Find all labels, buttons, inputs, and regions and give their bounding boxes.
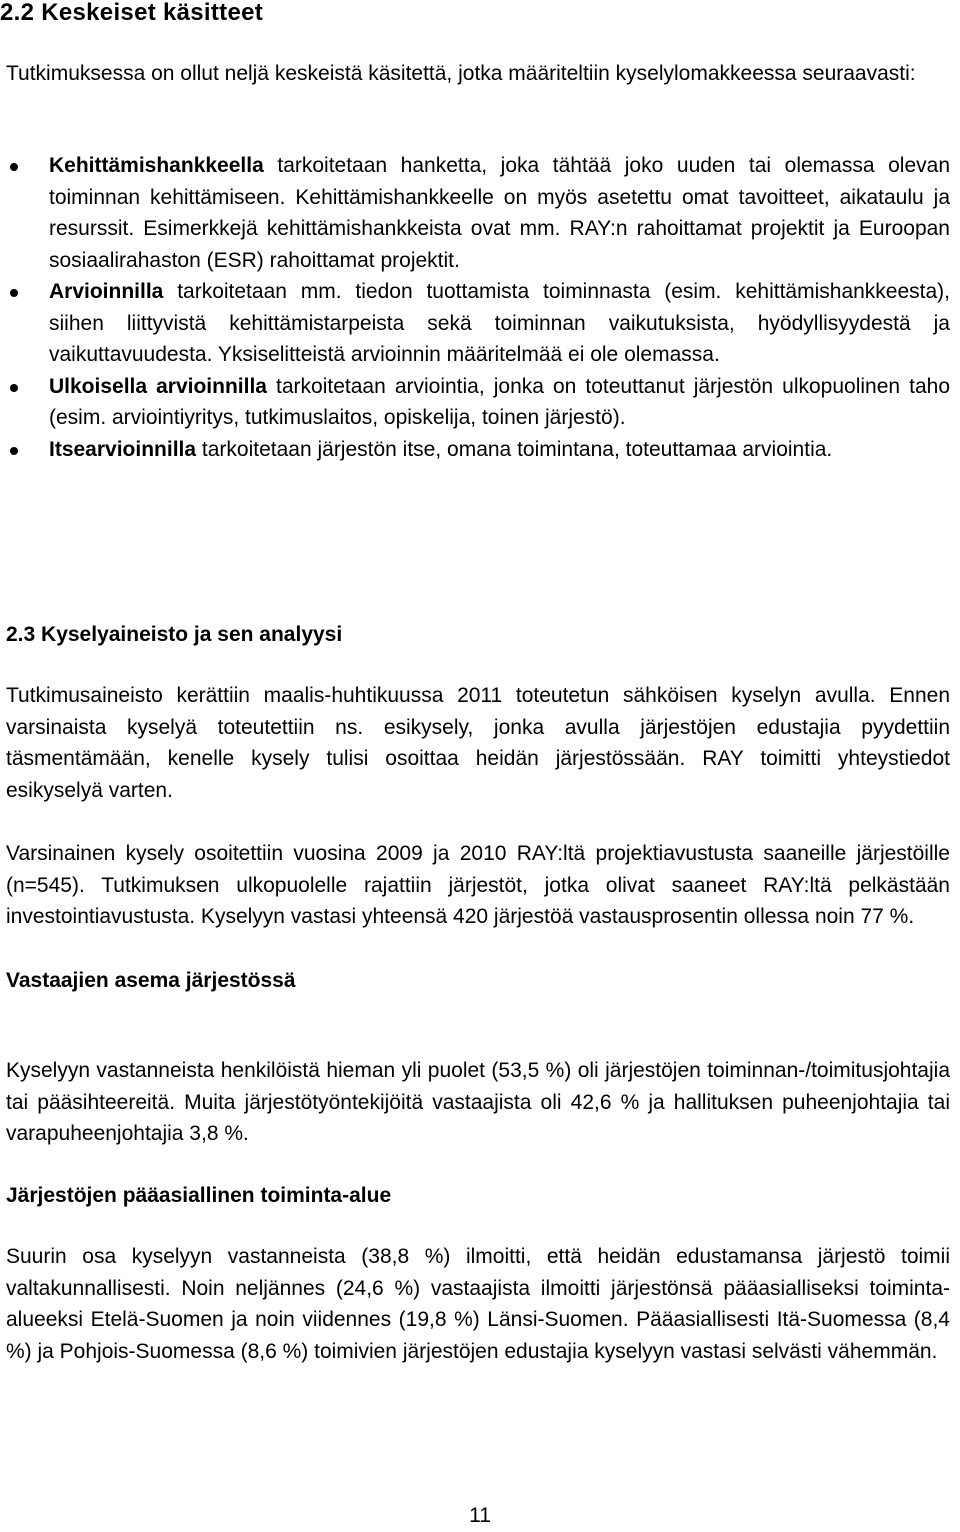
respondents-paragraph: Kyselyyn vastanneista henkilöistä hieman yli puolet (53,5 %) oli järjestöjen toiminnan-/toimitusjohtajia tai pääsihteereitä. Muita järjestötyöntekijöitä vastaajista oli 42,6 % ja hallituksen puheenjohtajia tai varapuheenjohtajia 3,8 %. [6,1059,950,1145]
definition-term: Kehittämishankkeella [49,154,264,177]
bullet-icon [10,384,18,392]
bullet-icon [10,289,18,297]
bullet-icon [10,163,18,171]
definition-term: Itsearvioinnilla [49,437,197,461]
definition-text: tarkoitetaan hanketta, joka tähtää joko uuden tai olemassa olevan toiminnan kehittämiseen. Kehittämishankkeelle on myös asetettu omat tavoitteet, aikataulu ja resurssit. Esimerkkejä kehittämishankkeista ovat mm. RAY:n rahoittamat projektit ja Euroopan sosiaalirahaston (ESR) rahoittamat projektit. [49,154,950,272]
definitions-list [6,150,950,465]
definition-term: Arvioinnilla [49,280,164,303]
definition-text: tarkoitetaan mm. tiedon tuottamista toiminnasta (esim. kehittämishankkeesta), siihen liittyvistä kehittämistarpeista sekä toiminnan vaikutuksista, hyödyllisyydestä ja vaikuttavuudesta. Yksiselitteistä arvioinnin määritelmää ei ole olemassa. [49,280,950,366]
bullet-icon [10,447,18,455]
list-item [6,276,950,371]
page-number: 11 [469,1504,491,1527]
definition-term: Ulkoisella arvioinnilla [49,374,267,398]
definition-text: tarkoitetaan arviointia, jonka on toteuttanut järjestön ulkopuolinen taho (esim. arviointiyritys, tutkimuslaitos, opiskelija, toinen järjestö). [49,374,950,429]
respondents-heading: Vastaajien asema järjestössä [6,969,296,992]
intro-paragraph: Tutkimuksessa on ollut neljä keskeistä käsitettä, jotka määriteltiin kyselylomakkeessa seuraavasti: [6,62,916,85]
definition-text: tarkoitetaan järjestön itse, omana toimintana, toteuttamaa arviointia. [196,437,833,461]
list-item [6,434,950,466]
section-heading-2-3: 2.3 Kyselyaineisto ja sen analyysi [6,623,343,646]
main-area-paragraph: Suurin osa kyselyyn vastanneista (38,8 %) ilmoitti, että heidän edustamansa järjestö toimii valtakunnallisesti. Noin neljännes (24,6 %) vastaajista ilmoitti järjestönsä pääasialliseksi toiminta-alueeksi Etelä-Suomen ja noin viidennes (19,8 %) Länsi-Suomen. Pääasiallisesti Itä-Suomessa (8,4 %) ja Pohjois-Suomessa (8,6 %) toimivien järjestöjen edustajia kyselyyn vastasi selvästi vähemmän. [6,1245,950,1363]
list-item [6,150,950,276]
main-area-heading: Järjestöjen pääasiallinen toiminta-alue [6,1184,392,1207]
survey-paragraph: Varsinainen kysely osoitettiin vuosina 2009 ja 2010 RAY:ltä projektiavustusta saaneille järjestöille (n=545). Tutkimuksen ulkopuolelle rajattiin järjestöt, jotka olivat saaneet RAY:ltä pelkästään investointiavustusta. Kyselyyn vastasi yhteensä 420 järjestöä vastausprosentin ollessa noin 77 %. [6,842,950,928]
list-item [6,371,950,434]
data-collection-paragraph: Tutkimusaineisto kerättiin maalis-huhtikuussa 2011 toteutetun sähköisen kyselyn avulla. Ennen varsinaista kyselyä toteutettiin ns. esikysely, jonka avulla järjestöjen edustajia pyydettiin täsmentämään, kenelle kysely tulisi osoittaa heidän järjestössään. RAY toimitti yhteystiedot esikyselyä varten. [6,684,950,802]
section-heading-2-2: 2.2 Keskeiset käsitteet [0,0,264,26]
